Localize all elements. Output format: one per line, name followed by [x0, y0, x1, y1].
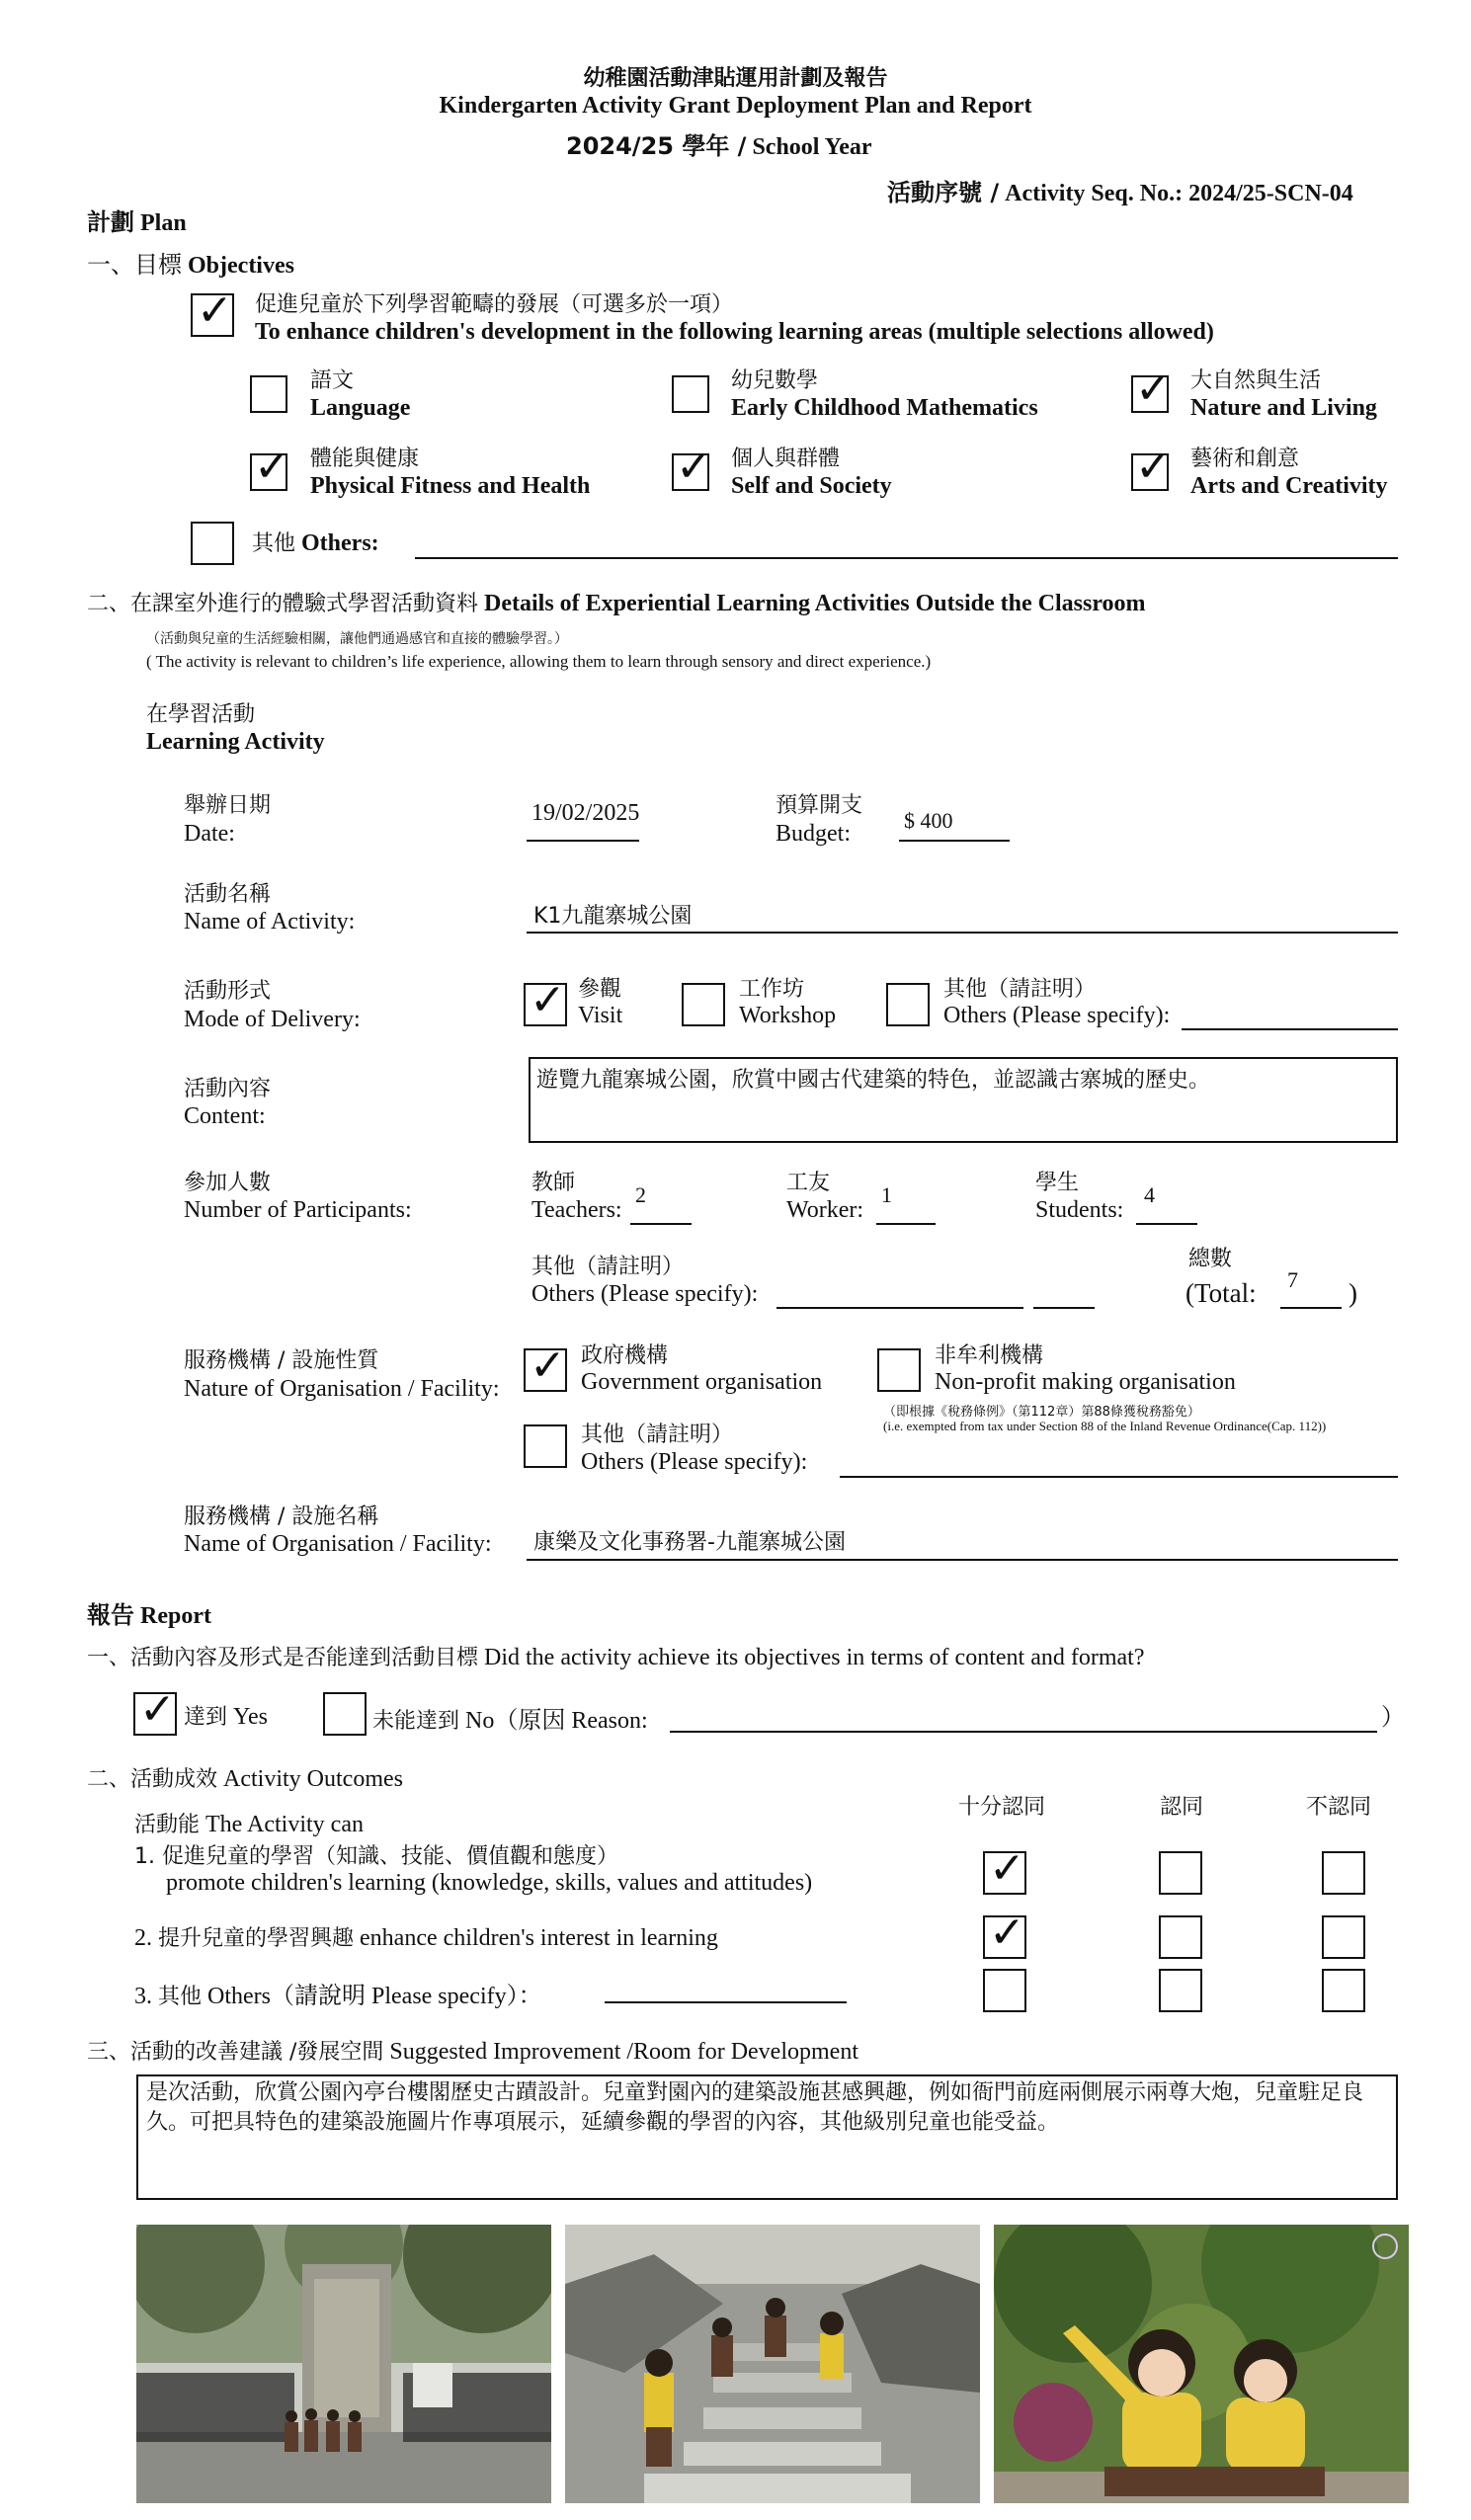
report-q1-cn: 一、活動內容及形式是否能達到活動目標: [87, 1646, 479, 1670]
area-arts-checkbox[interactable]: [1131, 442, 1172, 492]
mode-cn: 活動形式: [184, 979, 272, 1004]
content-cn: 活動內容: [184, 1077, 272, 1101]
org-other-cn: 其他（請註明）: [581, 1423, 734, 1447]
activity-name-value: K1九龍寨城公園: [533, 904, 693, 929]
org-nature-cn: 服務機構 / 設施性質: [184, 1348, 379, 1373]
worker-cn: 工友: [786, 1171, 831, 1195]
reason-close: ）: [1381, 1705, 1405, 1731]
objectives-heading-cn: 一、目標: [87, 251, 182, 279]
date-value: 19/02/2025: [531, 800, 640, 826]
check-icon: ✓: [989, 1908, 1025, 1958]
rock-steps-photo-image: [565, 2225, 980, 2503]
area-language-checkbox[interactable]: [250, 375, 287, 413]
outcome-1-cn-text: 促進兒童的學習（知識、技能、價值觀和態度）: [162, 1844, 619, 1869]
outcome-3-strongly-agree-checkbox[interactable]: [983, 1969, 1026, 2012]
org-nature-en: Nature of Organisation / Facility:: [184, 1376, 500, 1402]
achieved-no-en: No（原因 Reason:: [465, 1708, 648, 1734]
seq-value: 2024/25-SCN-04: [1188, 181, 1353, 206]
students-value: 4: [1144, 1182, 1155, 1207]
check-icon: ✓: [139, 1684, 176, 1735]
outcome-1-cn: [134, 1839, 618, 1870]
area-fitness-en: Physical Fitness and Health: [310, 473, 591, 499]
objective-others-cn: 其他: [252, 531, 296, 556]
achieved-yes-en: Yes: [233, 1704, 268, 1730]
total-value: 7: [1287, 1267, 1298, 1292]
participants-others-cn: 其他（請註明）: [531, 1255, 685, 1279]
report-q1: [87, 1641, 1144, 1671]
area-fitness-checkbox[interactable]: [250, 442, 290, 492]
details-heading-cn: 二、在課室外進行的體驗式學習活動資料: [87, 592, 479, 616]
content-box[interactable]: [529, 1057, 1398, 1143]
report-heading-cn: 報告: [87, 1601, 134, 1629]
achieved-yes-checkbox[interactable]: [133, 1684, 177, 1736]
org-name-cn: 服務機構 / 設施名稱: [184, 1504, 379, 1529]
teachers-cn: 教師: [531, 1171, 576, 1195]
budget-field[interactable]: [899, 840, 1010, 842]
check-icon: ✓: [197, 285, 233, 336]
objectives-heading-en: Objectives: [188, 253, 294, 279]
garden-bubbles-photo-image: [994, 2225, 1409, 2503]
park-gate-photo: [136, 2225, 551, 2503]
learning-activity-cn: 在學習活動: [146, 702, 256, 727]
outcome-1-num: 1.: [134, 1844, 155, 1869]
reason-field[interactable]: [670, 1731, 1377, 1733]
improve-value: 是次活動，欣賞公園內亭台樓閣歷史古蹟設計。兒童對園內的建築設施甚感興趣，例如衙門前庭兩側展示兩尊大炮，兒童駐足良久。可把具特色的建築設施圖片作專項展示，延續參觀的學習的內容，其他級別兒童也能受益。: [146, 2080, 1364, 2135]
mode-workshop-cn: 工作坊: [739, 977, 805, 1002]
org-npo-cn: 非牟利機構: [935, 1343, 1044, 1368]
school-year: [566, 126, 872, 161]
activity-can-cn: 活動能: [134, 1813, 201, 1837]
outcome-1-en: promote children's learning (knowledge, skills, values and attitudes): [166, 1870, 813, 1896]
outcome-1-strongly-agree-checkbox[interactable]: [983, 1843, 1026, 1895]
participants-others-field[interactable]: [776, 1307, 1023, 1309]
area-society-checkbox[interactable]: [672, 442, 712, 492]
report-q1-en: Did the activity achieve its objectives in terms of content and format?: [484, 1645, 1145, 1670]
learning-activity-en: Learning Activity: [146, 729, 325, 755]
org-other-en: Others (Please specify):: [581, 1449, 808, 1475]
activity-name-en: Name of Activity:: [184, 909, 356, 935]
outcome-3-num: 3.: [134, 1984, 152, 2009]
details-note-en: ( The activity is relevant to children’s life experience, allowing them to learn through sensory and direct experience.): [146, 652, 932, 671]
school-year-en: School Year: [752, 134, 872, 160]
rock-steps-photo: [565, 2225, 980, 2503]
report-heading-en: Report: [140, 1603, 211, 1629]
mode-visit-checkbox[interactable]: [524, 975, 567, 1026]
mode-others-en: Others (Please specify):: [943, 1003, 1171, 1028]
garden-bubbles-photo: [994, 2225, 1409, 2503]
area-nature-checkbox[interactable]: [1131, 364, 1172, 414]
outcome-2: [134, 1921, 718, 1952]
total-cn: 總數: [1188, 1247, 1233, 1271]
check-icon: ✓: [1135, 442, 1172, 492]
activity-name-field[interactable]: [527, 932, 1398, 934]
participants-en: Number of Participants:: [184, 1197, 412, 1223]
mode-others-field[interactable]: [1182, 1028, 1398, 1030]
outcomes-heading: [87, 1762, 403, 1793]
outcome-1-disagree-checkbox[interactable]: [1322, 1851, 1365, 1895]
outcomes-heading-cn: 二、活動成效: [87, 1767, 218, 1792]
org-other-checkbox[interactable]: [524, 1424, 567, 1468]
total-en: (Total:: [1185, 1278, 1257, 1308]
details-heading: [87, 587, 1146, 617]
check-icon: ✓: [676, 442, 712, 492]
improve-heading-en: Suggested Improvement /Room for Development: [389, 2039, 858, 2065]
improve-box[interactable]: [136, 2074, 1398, 2200]
outcome-3-agree-checkbox[interactable]: [1159, 1969, 1202, 2012]
area-society-cn: 個人與群體: [731, 447, 841, 471]
details-heading-en: Details of Experiential Learning Activities Outside the Classroom: [484, 591, 1146, 616]
teachers-value: 2: [635, 1182, 646, 1207]
total-close: ): [1348, 1278, 1357, 1308]
area-fitness-cn: 體能與健康: [310, 447, 420, 471]
outcome-3-disagree-checkbox[interactable]: [1322, 1969, 1365, 2012]
org-gov-en: Government organisation: [581, 1369, 823, 1395]
objective-others-en: Others:: [301, 530, 379, 556]
activity-name-cn: 活動名稱: [184, 882, 272, 907]
budget-cn: 預算開支: [776, 793, 863, 818]
outcome-3-cn: 其他: [158, 1985, 203, 2009]
worker-value: 1: [881, 1182, 892, 1207]
org-npo-en: Non-profit making organisation: [935, 1369, 1236, 1395]
date-cn: 舉辦日期: [184, 793, 272, 818]
outcome-2-num: 2.: [134, 1925, 152, 1951]
mode-visit-en: Visit: [578, 1003, 623, 1028]
teachers-field[interactable]: [630, 1223, 692, 1225]
mode-workshop-en: Workshop: [739, 1003, 837, 1028]
org-gov-checkbox[interactable]: [524, 1341, 567, 1392]
achieved-no-checkbox[interactable]: [323, 1692, 367, 1736]
area-nature-cn: 大自然與生活: [1190, 368, 1322, 393]
achieved-yes-cn: 達到: [184, 1705, 228, 1730]
plan-heading: [87, 203, 187, 237]
area-nature-en: Nature and Living: [1190, 395, 1377, 421]
org-name-value: 康樂及文化事務署-九龍寨城公園: [533, 1530, 846, 1555]
title-en: Kindergarten Activity Grant Deployment Plan and Report: [439, 93, 1032, 119]
org-name-en: Name of Organisation / Facility:: [184, 1531, 492, 1557]
report-heading: [87, 1595, 211, 1630]
date-field[interactable]: [527, 840, 639, 842]
org-npo-note-cn: （即根據《稅務條例》（第112章）第88條獲稅務豁免）: [883, 1405, 1200, 1420]
park-gate-photo-image: [136, 2225, 551, 2503]
plan-heading-en: Plan: [140, 210, 187, 236]
budget-value: $ 400: [904, 808, 953, 833]
budget-en: Budget:: [776, 821, 851, 847]
improve-heading: [87, 2035, 858, 2066]
mode-visit-cn: 參觀: [578, 977, 622, 1002]
outcome-2-cn: 提升兒童的學習興趣: [158, 1926, 355, 1951]
org-npo-note-en: (i.e. exempted from tax under Section 88 of the Inland Revenue Ordinance(Cap. 112)): [883, 1419, 1327, 1433]
achieved-no-label: [372, 1700, 648, 1735]
outcomes-heading-en: Activity Outcomes: [223, 1766, 403, 1792]
seq-label-en: Activity Seq. No.:: [1005, 181, 1184, 206]
objectives-heading: [87, 245, 294, 280]
teachers-en: Teachers:: [531, 1197, 622, 1223]
outcome-3-en: Others（請說明 Please specify）：: [207, 1984, 542, 2009]
students-en: Students:: [1035, 1197, 1124, 1223]
col-disagree: 不認同: [1306, 1795, 1372, 1820]
check-icon: ✓: [1135, 364, 1172, 414]
org-gov-cn: 政府機構: [581, 1343, 669, 1368]
content-value: 遊覽九龍寨城公園，欣賞中國古代建築的特色，並認識古寨城的歷史。: [536, 1068, 1211, 1093]
area-math-en: Early Childhood Mathematics: [731, 395, 1038, 421]
mode-workshop-checkbox[interactable]: [682, 983, 725, 1026]
objective-main-cn: 促進兒童於下列學習範疇的發展（可選多於一項）: [255, 292, 734, 317]
outcome-2-agree-checkbox[interactable]: [1159, 1915, 1202, 1959]
date-en: Date:: [184, 821, 235, 847]
check-icon: ✓: [530, 1341, 566, 1391]
area-society-en: Self and Society: [731, 473, 892, 499]
mode-en: Mode of Delivery:: [184, 1007, 361, 1032]
worker-en: Worker:: [786, 1197, 864, 1223]
achieved-yes-label: [184, 1700, 268, 1731]
org-npo-checkbox[interactable]: [877, 1348, 921, 1392]
details-note-cn: （活動與兒童的生活經驗相關，讓他們通過感官和直接的體驗學習。）: [146, 631, 568, 647]
mode-others-cn: 其他（請註明）: [943, 977, 1097, 1002]
participants-others-count-field[interactable]: [1033, 1307, 1095, 1309]
area-language-en: Language: [310, 395, 411, 421]
improve-heading-cn: 三、活動的改善建議 /發展空間: [87, 2040, 384, 2065]
participants-cn: 參加人數: [184, 1171, 272, 1195]
area-math-cn: 幼兒數學: [731, 368, 819, 393]
outcome-2-en: enhance children's interest in learning: [360, 1925, 718, 1951]
worker-field[interactable]: [876, 1223, 936, 1225]
seq-label-cn: 活動序號 /: [887, 179, 1000, 206]
outcome-3: [134, 1976, 542, 2010]
objective-others-field[interactable]: [415, 557, 1398, 559]
org-other-field[interactable]: [840, 1476, 1398, 1478]
objective-main-checkbox[interactable]: [191, 285, 234, 337]
check-icon: ✓: [530, 975, 566, 1025]
activity-can-en: The Activity can: [205, 1812, 364, 1837]
mode-others-checkbox[interactable]: [886, 983, 930, 1026]
check-icon: ✓: [254, 442, 290, 492]
participants-others-en: Others (Please specify):: [531, 1281, 759, 1307]
objective-main-en: To enhance children's development in the following learning areas (multiple selections allowed): [255, 319, 1214, 345]
plan-heading-cn: 計劃: [87, 208, 134, 236]
col-agree: 認同: [1160, 1795, 1204, 1820]
students-cn: 學生: [1035, 1171, 1080, 1195]
content-en: Content:: [184, 1103, 266, 1129]
school-year-cn: 2024/25 學年 /: [566, 132, 747, 160]
objective-others-label: [252, 527, 379, 557]
total-field[interactable]: [1280, 1307, 1342, 1309]
area-arts-en: Arts and Creativity: [1190, 473, 1388, 499]
outcome-2-disagree-checkbox[interactable]: [1322, 1915, 1365, 1959]
students-field[interactable]: [1136, 1223, 1197, 1225]
check-icon: ✓: [989, 1843, 1025, 1894]
activity-seq: [887, 173, 1353, 207]
activity-can: [134, 1808, 364, 1838]
col-strongly-agree: 十分認同: [958, 1795, 1046, 1820]
area-arts-cn: 藝術和創意: [1190, 447, 1300, 471]
outcome-3-field[interactable]: [605, 2001, 847, 2003]
area-math-checkbox[interactable]: [672, 375, 709, 413]
area-language-cn: 語文: [310, 368, 355, 393]
outcome-2-strongly-agree-checkbox[interactable]: [983, 1908, 1026, 1959]
title-cn: 幼稚園活動津貼運用計劃及報告: [583, 66, 888, 91]
achieved-no-cn: 未能達到: [372, 1709, 460, 1734]
org-name-field[interactable]: [527, 1559, 1398, 1561]
outcome-1-agree-checkbox[interactable]: [1159, 1851, 1202, 1895]
objective-others-checkbox[interactable]: [191, 522, 234, 565]
